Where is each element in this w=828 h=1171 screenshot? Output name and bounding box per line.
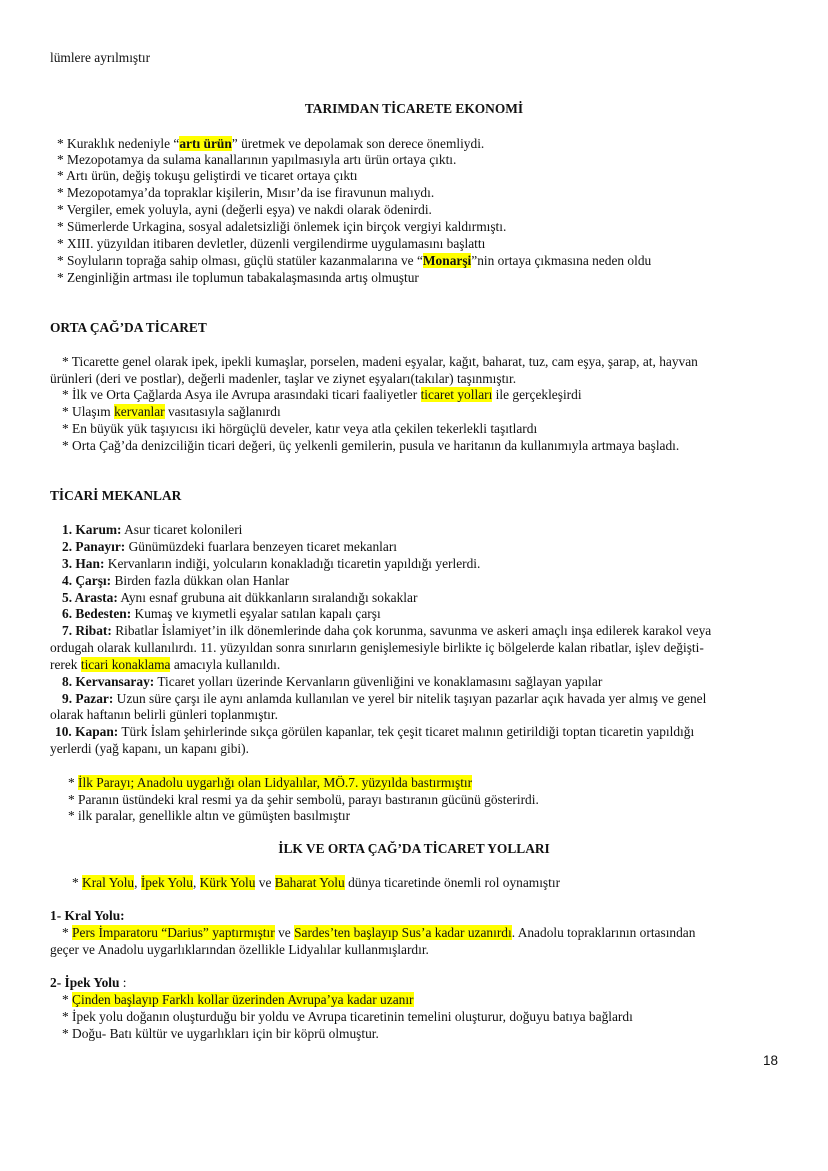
list-item: * Ulaşım kervanlar vasıtasıyla sağlanırdı xyxy=(62,404,281,419)
subheading-ipek-yolu: 2- İpek Yolu : xyxy=(50,975,127,990)
highlight-kervanlar: kervanlar xyxy=(114,404,165,419)
list-item: * Kral Yolu, İpek Yolu, Kürk Yolu ve Baharat Yolu dünya ticaretinde önemli rol oynamıştır xyxy=(72,875,561,890)
paragraph-line: geçer ve Anadolu uygarlıklarından özellikle Lidyalılar kullanmışlardır. xyxy=(50,942,429,957)
numbered-item: 10. Kapan: Türk İslam şehirlerinde sıkça görülen kapanlar, tek çeşit ticaret malının getirildiği toptan ticaretin yapıldığı xyxy=(55,724,695,739)
highlight-baharat-yolu: Baharat Yolu xyxy=(274,875,345,890)
list-item: * Mezopotamya’da topraklar kişilerin, Mısır’da ise firavunun malıydı. xyxy=(57,185,435,200)
paragraph-line: ürünleri (deri ve postlar), değerli madenler, taşlar ve ziynet eşyaları(takılar) taşınmıştır. xyxy=(50,371,517,386)
highlight-monarsi: Monarşi xyxy=(422,253,472,268)
list-item: * İpek yolu doğanın oluşturduğu bir yoldu ve Avrupa ticaretinin temelini oluşturur, doğuyu batıya bağlardı xyxy=(62,1009,633,1024)
paragraph-line: yerlerdi (yağ kapanı, un kapanı gibi). xyxy=(50,741,249,756)
highlight-kral-yolu: Kral Yolu xyxy=(82,875,135,890)
highlight-darius: Pers İmparatoru “Darius” yaptırmıştır xyxy=(72,925,275,940)
numbered-item: 7. Ribat: Ribatlar İslamiyet’in ilk dönemlerinde daha çok korunma, savunma ve askeri amaçlı inşa edilerek karakol veya xyxy=(62,623,712,638)
section-title-orta-cag: ORTA ÇAĞ’DA TİCARET xyxy=(50,320,207,335)
numbered-item: 4. Çarşı: Birden fazla dükkan olan Hanlar xyxy=(62,573,290,588)
list-item: * XIII. yüzyıldan itibaren devletler, düzenli vergilendirme uygulamasını başlattı xyxy=(57,236,486,251)
page-number: 18 xyxy=(762,1053,778,1068)
section-title-ticaret-yollari: İLK VE ORTA ÇAĞ’DA TİCARET YOLLARI xyxy=(278,841,550,856)
numbered-item: 1. Karum: Asur ticaret kolonileri xyxy=(62,522,243,537)
list-item: * Artı ürün, değiş tokuşu geliştirdi ve ticaret ortaya çıktı xyxy=(57,168,358,183)
highlight-sardes: Sardes’ten başlayıp Sus’a kadar uzanırdı xyxy=(294,925,512,940)
paragraph-line: * Ticarette genel olarak ipek, ipekli kumaşlar, porselen, madeni eşyalar, kağıt, baharat, tuz, cam eşya, şarap, at, hayvan xyxy=(62,354,698,369)
list-item: * Orta Çağ’da denizciliğin ticari değeri, üç yelkenli gemilerin, pusula ve haritanın da kullanımıyla artmaya başladı. xyxy=(62,438,680,453)
highlight-ticari-konaklama: ticari konaklama xyxy=(80,657,171,672)
list-item: * Sümerlerde Urkagina, sosyal adaletsizliği önlemek için birçok vergiyi kaldırmıştı. xyxy=(57,219,507,234)
numbered-item: 2. Panayır: Günümüzdeki fuarlara benzeyen ticaret mekanları xyxy=(62,539,398,554)
highlight-kurk-yolu: Kürk Yolu xyxy=(199,875,256,890)
highlight-cinden: Çinden başlayıp Farklı kollar üzerinden Avrupa’ya kadar uzanır xyxy=(72,992,414,1007)
paragraph-line: ordugah olarak kullanılırdı. 11. yüzyıldan sonra sınırların genişlemesiyle birlikte iç bölgelerde kalan ribatlar, işlev değişti- xyxy=(50,640,704,655)
list-item: * İlk ve Orta Çağlarda Asya ile Avrupa arasındaki ticari faaliyetler ticaret yolları ile gerçekleşirdi xyxy=(62,387,582,402)
list-item: * Zenginliğin artması ile toplumun tabakalaşmasında artış olmuştur xyxy=(57,270,419,285)
highlight-ticaret-yollari: ticaret yolları xyxy=(420,387,493,402)
list-item: * ilk paralar, genellikle altın ve gümüşten basılmıştır xyxy=(68,808,351,823)
numbered-item: 9. Pazar: Uzun süre çarşı ile aynı anlamda kullanılan ve yerel bir nitelik taşıyan pazarlar açık havada yer almış ve genel xyxy=(62,691,707,706)
list-item: * Vergiler, emek yoluyla, ayni (değerli eşya) ve nakdi olarak ödenirdi. xyxy=(57,202,432,217)
list-item: * Kuraklık nedeniyle “artı ürün” üretmek ve depolamak son derece önemliydi. xyxy=(57,136,485,151)
highlight-arti-urun: artı ürün xyxy=(179,136,232,151)
intro-line: lümlere ayrılmıştır xyxy=(50,50,151,65)
section-title-ticari-mekanlar: TİCARİ MEKANLAR xyxy=(50,488,182,503)
highlight-ilk-para: İlk Parayı; Anadolu uygarlığı olan Lidyalılar, MÖ.7. yüzyılda bastırmıştır xyxy=(78,775,473,790)
list-item: * En büyük yük taşıyıcısı iki hörgüçlü develer, katır veya atla çekilen tekerlekli taşıtlardı xyxy=(62,421,538,436)
list-item: * Mezopotamya da sulama kanallarının yapılmasıyla artı ürün ortaya çıktı. xyxy=(57,152,457,167)
paragraph-line: rerek ticari konaklama amacıyla kullanıldı. xyxy=(50,657,281,672)
list-item: * Paranın üstündeki kral resmi ya da şehir sembolü, parayı bastıranın gücünü gösterirdi. xyxy=(68,792,539,807)
numbered-item: 3. Han: Kervanların indiği, yolcuların konakladığı ticaretin yapıldığı yerlerdi. xyxy=(62,556,481,571)
numbered-item: 8. Kervansaray: Ticaret yolları üzerinde Kervanların güvenliğini ve konaklamasını sağlayan yapılar xyxy=(62,674,603,689)
list-item: * Soyluların toprağa sahip olması, güçlü statüler kazanmalarına ve “Monarşi”nin ortaya çıkmasına neden oldu xyxy=(57,253,652,268)
list-item: * Çinden başlayıp Farklı kollar üzerinden Avrupa’ya kadar uzanır xyxy=(62,992,414,1007)
list-item: * İlk Parayı; Anadolu uygarlığı olan Lidyalılar, MÖ.7. yüzyılda bastırmıştır xyxy=(68,775,473,790)
numbered-item: 6. Bedesten: Kumaş ve kıymetli eşyalar satılan kapalı çarşı xyxy=(62,606,381,621)
numbered-item: 5. Arasta: Aynı esnaf grubuna ait dükkanların sıralandığı sokaklar xyxy=(62,590,418,605)
subheading-kral-yolu: 1- Kral Yolu: xyxy=(50,908,125,923)
paragraph-line: olarak haftanın belirli günleri toplanmıştır. xyxy=(50,707,278,722)
highlight-ipek-yolu: İpek Yolu xyxy=(140,875,193,890)
section-title-tarimdan: TARIMDAN TİCARETE EKONOMİ xyxy=(304,101,524,116)
list-item: * Doğu- Batı kültür ve uygarlıkları için bir köprü olmuştur. xyxy=(62,1026,379,1041)
list-item: * Pers İmparatoru “Darius” yaptırmıştır ve Sardes’ten başlayıp Sus’a kadar uzanırdı. Anadolu topraklarının ortasından xyxy=(62,925,696,940)
